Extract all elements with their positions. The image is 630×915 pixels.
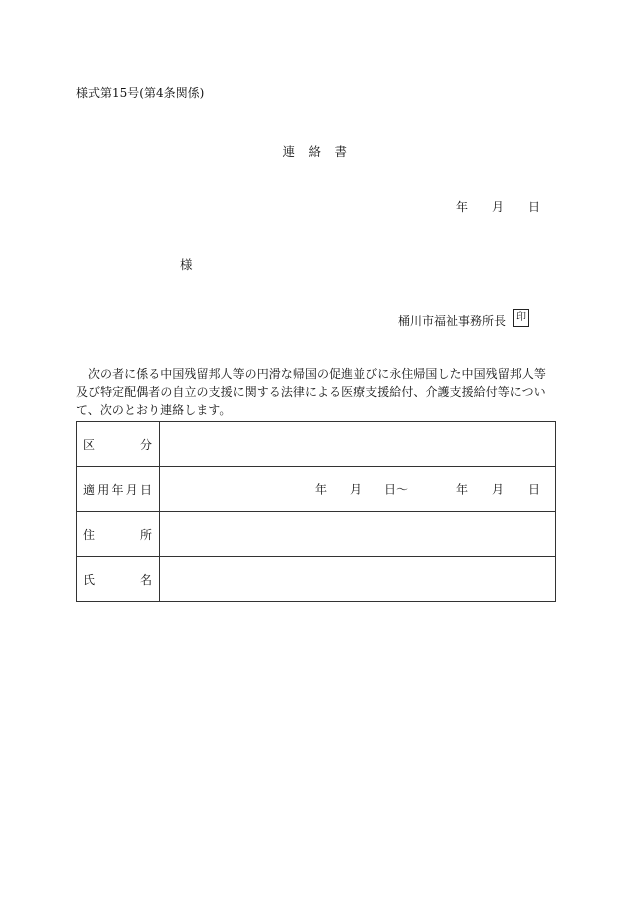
label-category: [77, 422, 160, 467]
issue-date-month: 月: [492, 200, 505, 214]
contact-form-table: [76, 421, 556, 602]
period-end-month: 月: [492, 482, 505, 497]
issue-date-day: 日: [528, 200, 541, 214]
sender-name: 桶川市福祉事務所長: [398, 314, 507, 328]
address-field[interactable]: [160, 512, 556, 557]
label-char: 氏: [83, 572, 96, 587]
label-char: 年: [111, 482, 124, 497]
label-application-date: [77, 467, 160, 512]
table-row-address: [77, 512, 556, 557]
name-field[interactable]: [160, 557, 556, 602]
label-char: 適: [83, 482, 96, 497]
label-char: 名: [139, 572, 152, 587]
application-period-field[interactable]: [160, 467, 556, 512]
label-char: 日: [139, 482, 152, 497]
period-end-day: 日: [528, 482, 541, 497]
label-char: 分: [139, 437, 152, 452]
body-paragraph: 次の者に係る中国残留邦人等の円滑な帰国の促進並びに永住帰国した中国残留邦人等及び特定配偶者の自立の支援に関する法律による医療支援給付、介護支援給付等について、次のとおり連絡します。: [76, 367, 546, 417]
label-name: [77, 557, 160, 602]
form-number: 様式第15号(第4条関係): [76, 86, 205, 100]
addressee-honorific: 様: [180, 257, 193, 272]
label-char: 住: [83, 527, 96, 542]
issue-date-year: 年: [456, 200, 469, 214]
label-address: [77, 512, 160, 557]
period-start-month: 月: [350, 482, 363, 497]
label-char: 区: [83, 437, 96, 452]
period-start-day: 日～: [384, 482, 409, 497]
seal-mark: 印: [513, 309, 529, 327]
period-end-year: 年: [456, 482, 469, 497]
label-char: 所: [139, 527, 152, 542]
table-row-category: [77, 422, 556, 467]
period-start-year: 年: [315, 482, 328, 497]
category-field[interactable]: [160, 422, 556, 467]
label-char: 用: [97, 482, 110, 497]
label-char: 月: [125, 482, 138, 497]
table-row-period: [77, 467, 556, 512]
table-row-name: [77, 557, 556, 602]
document-title: 連 絡 書: [282, 144, 348, 159]
